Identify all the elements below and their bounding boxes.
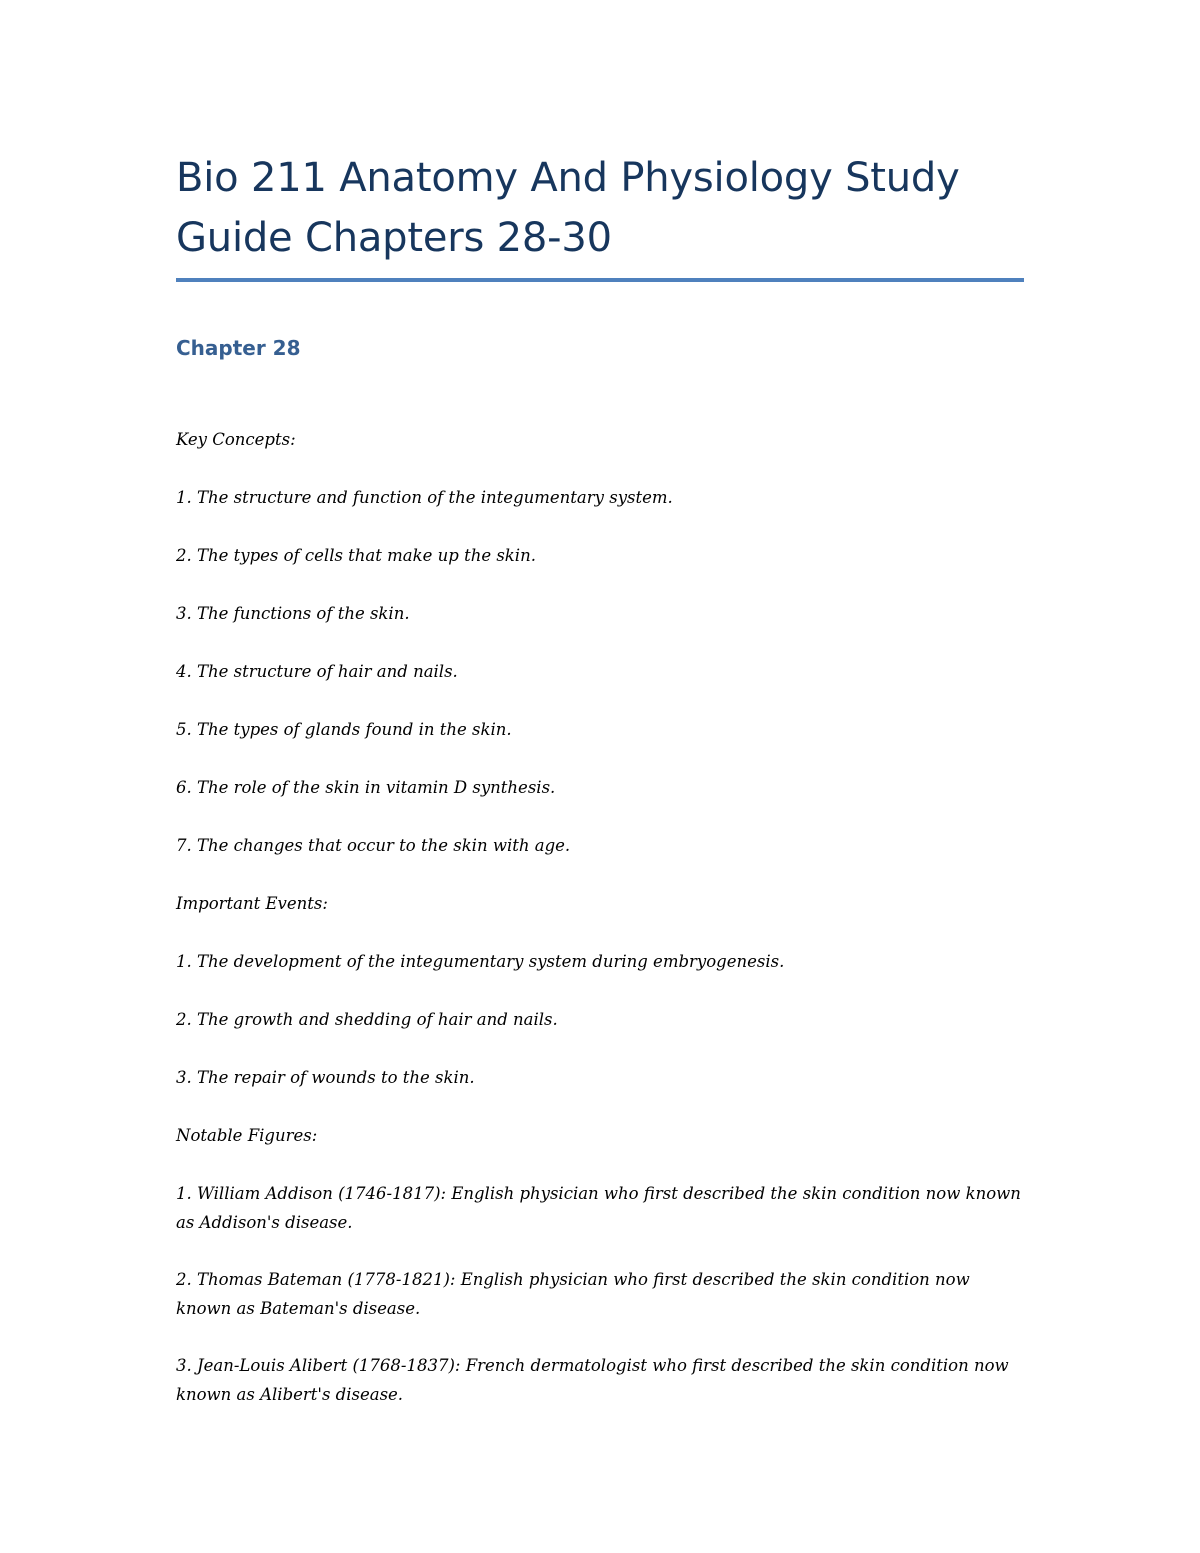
key-concept-item: 3. The functions of the skin. [176, 604, 410, 623]
key-concept-item: 7. The changes that occur to the skin with age. [176, 836, 571, 855]
document-title: Bio 211 Anatomy And Physiology Study Guide Chapters 28-30 [176, 155, 960, 261]
important-event-item: 2. The growth and shedding of hair and nails. [176, 1010, 558, 1029]
chapter-heading: Chapter 28 [176, 336, 301, 360]
key-concept-item: 4. The structure of hair and nails. [176, 662, 458, 681]
important-event-item: 3. The repair of wounds to the skin. [176, 1068, 475, 1087]
important-events-label: Important Events: [176, 894, 328, 913]
key-concept-item: 5. The types of glands found in the skin. [176, 720, 512, 739]
document-body [176, 425, 1024, 1409]
key-concept-item: 1. The structure and function of the integumentary system. [176, 488, 673, 507]
notable-figure-item: 2. Thomas Bateman (1778-1821): English physician who first described the skin condition now known as Bateman's disease. [176, 1270, 970, 1318]
key-concepts-label: Key Concepts: [176, 430, 296, 449]
key-concept-item: 6. The role of the skin in vitamin D synthesis. [176, 778, 556, 797]
key-concept-item: 2. The types of cells that make up the skin. [176, 546, 536, 565]
notable-figure-item: 1. William Addison (1746-1817): English physician who first described the skin condition now known as Addison's disease. [176, 1184, 1021, 1232]
notable-figure-item: 3. Jean-Louis Alibert (1768-1837): French dermatologist who first described the skin condition now known as Alibert's disease. [176, 1356, 1009, 1404]
notable-figures-label: Notable Figures: [176, 1126, 318, 1145]
important-event-item: 1. The development of the integumentary system during embryogenesis. [176, 952, 785, 971]
document-page [176, 148, 1024, 1437]
title-divider [176, 278, 1024, 282]
